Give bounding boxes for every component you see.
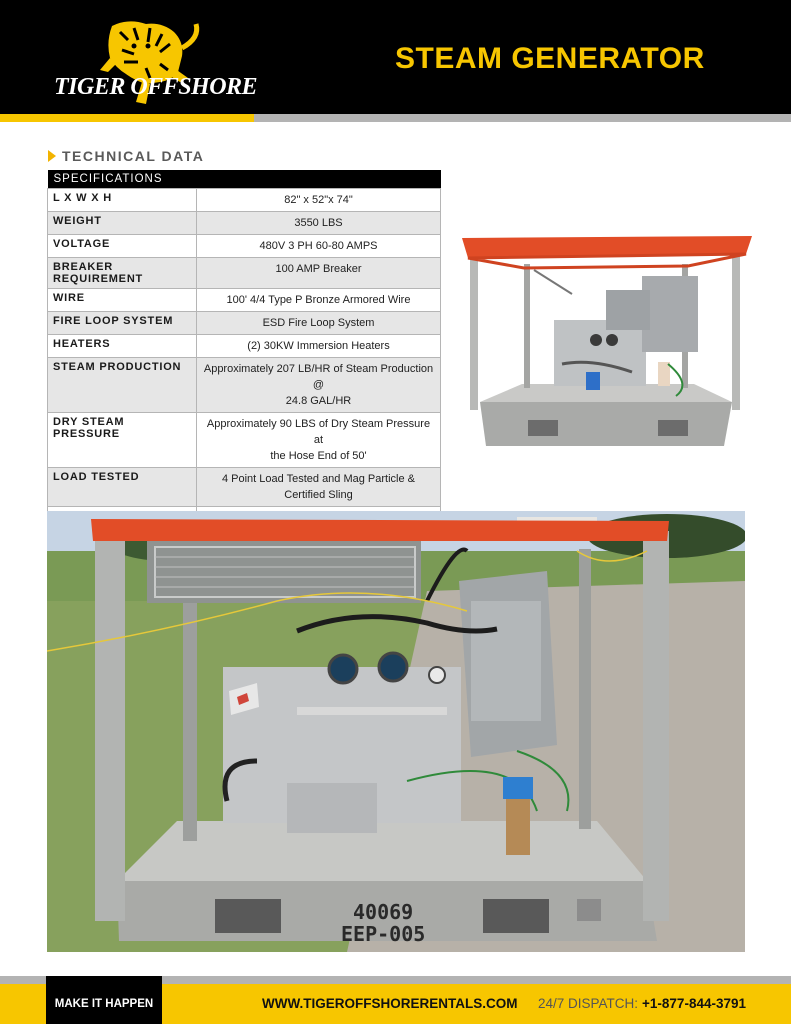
table-row: [48, 311, 441, 334]
product-photo-cutout: [462, 234, 752, 448]
dispatch-phone[interactable]: +1-877-844-3791: [642, 996, 746, 1011]
spec-value: 82" x 52"x 74": [197, 188, 441, 211]
spec-value: (2) 30KW Immersion Heaters: [197, 334, 441, 357]
spec-value: 100 AMP Breaker: [197, 257, 441, 288]
tiger-offshore-logo: [50, 18, 258, 110]
spec-label: BREAKER REQUIREMENT: [48, 257, 197, 288]
spec-value-line: the Hose End of 50': [270, 449, 367, 462]
table-row: [48, 288, 441, 311]
section-heading-label: TECHNICAL DATA: [62, 148, 205, 164]
product-photo-field: [47, 511, 745, 952]
spec-value-line: Approximately 207 LB/HR of Steam Production @: [203, 362, 434, 391]
spec-label: L X W X H: [48, 188, 197, 211]
spec-label: HEATERS: [48, 334, 197, 357]
spec-value-line: 24.8 GAL/HR: [285, 394, 352, 407]
header-accent-bar: [0, 114, 254, 122]
table-row: [48, 257, 441, 288]
spec-value: 480V 3 PH 60-80 AMPS: [197, 234, 441, 257]
skid-stencil-id: EEP-005: [341, 922, 426, 946]
spec-value: [197, 412, 441, 467]
brand-wordmark: TIGER OFFSHORE: [54, 74, 258, 100]
spec-label: WEIGHT: [48, 211, 197, 234]
table-row: [48, 357, 441, 412]
dispatch-label: 24/7 DISPATCH:: [538, 996, 639, 1011]
section-heading: [48, 148, 204, 164]
arrow-right-icon: [48, 150, 56, 162]
table-row: [48, 234, 441, 257]
page-title: STEAM GENERATOR: [395, 42, 705, 75]
footer-tagline: MAKE IT HAPPEN: [46, 976, 162, 1024]
table-row: [48, 467, 441, 506]
spec-label: WIRE: [48, 288, 197, 311]
spec-value: 100' 4/4 Type P Bronze Armored Wire: [197, 288, 441, 311]
spec-label: VOLTAGE: [48, 234, 197, 257]
spec-label: DRY STEAM PRESSURE: [48, 412, 197, 467]
spec-value: 3550 LBS: [197, 211, 441, 234]
skid-stencil-number: 40069: [353, 900, 414, 924]
spec-value: ESD Fire Loop System: [197, 311, 441, 334]
table-header: SPECIFICATIONS: [48, 170, 441, 188]
page-header: [0, 0, 791, 114]
spec-value-line: Approximately 90 LBS of Dry Steam Pressure at: [206, 417, 431, 446]
website-link[interactable]: WWW.TIGEROFFSHORERENTALS.COM: [262, 996, 518, 1011]
spec-label: STEAM PRODUCTION: [48, 357, 197, 412]
table-row: [48, 412, 441, 467]
dispatch-info: [538, 996, 746, 1011]
spec-value: 4 Point Load Tested and Mag Particle & Certified Sling: [197, 467, 441, 506]
spec-label: FIRE LOOP SYSTEM: [48, 311, 197, 334]
spec-label: LOAD TESTED: [48, 467, 197, 506]
table-row: [48, 188, 441, 211]
spec-value: [197, 357, 441, 412]
table-row: [48, 211, 441, 234]
table-row: [48, 334, 441, 357]
